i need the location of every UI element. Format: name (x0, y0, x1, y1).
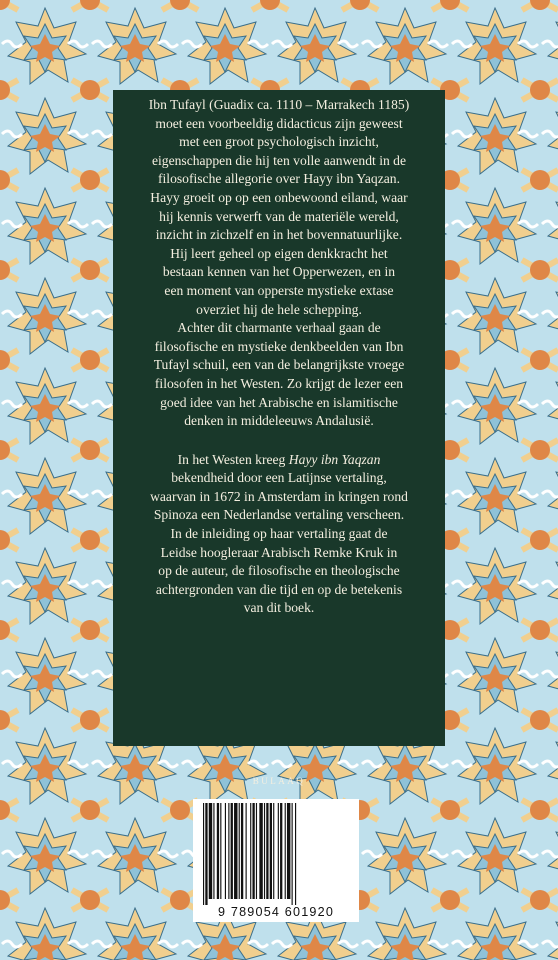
publisher-name: BULAAQ (252, 776, 306, 786)
paragraph-gap (121, 431, 437, 451)
barcode-bar (231, 803, 233, 899)
blurb-line: Tufayl schuil, een van de belangrijkste vroege (153, 357, 405, 373)
barcode-bar (246, 803, 247, 899)
blurb-line: filosofische allegorie over Hayy ibn Yaqzan. (158, 171, 400, 187)
barcode-bars (201, 803, 351, 905)
blurb-line: goed idee van het Arabische en islamitische (160, 394, 398, 410)
barcode-bar (266, 803, 268, 899)
barcode-bar (217, 803, 219, 899)
barcode-bar (287, 803, 290, 899)
blurb-line: inzicht in zichzelf en in het bovennatuurlijke. (155, 227, 403, 243)
blurb-line-text: In het Westen kreeg (177, 451, 289, 467)
blurb-line: filosofen in het Westen. Zo krijgt de lezer een (154, 375, 404, 391)
blurb-line: Spinoza een Nederlandse vertaling verscheen. (153, 507, 405, 523)
blurb-line: Leidse hoogleraar Arabisch Remke Kruk in (160, 544, 398, 560)
blurb-line: moet een voorbeeldig didacticus zijn geweest (155, 115, 403, 131)
barcode-bar (220, 803, 221, 899)
blurb-line: Achter dit charmante verhaal gaan de (177, 320, 381, 336)
barcode-bar (278, 803, 279, 899)
blurb-line: eigenschappen die hij ten volle aanwendt in de (151, 152, 407, 168)
blurb-line: bestaan kennen van het Opperwezen, en in (162, 264, 396, 280)
barcode-bar (256, 803, 257, 899)
barcode-bar (213, 803, 214, 899)
blurb-line (121, 451, 437, 470)
blurb-line: achtergronden van die tijd en op de betekenis (155, 581, 403, 597)
blurb-line: een moment van opperste mystieke extase (164, 282, 394, 298)
barcode-bar (239, 803, 240, 899)
blurb-line: op de auteur, de filosofische en theologische (158, 563, 400, 579)
blurb-panel (113, 90, 445, 786)
barcode-bar (209, 803, 212, 899)
barcode-bar (241, 803, 243, 899)
barcode-bar (205, 803, 207, 905)
barcode-bar (203, 803, 204, 905)
blurb-line: overziet hij de hele schepping. (196, 301, 362, 317)
blurb-line: In de inleiding op haar vertaling gaat de (170, 526, 388, 542)
blurb-line: filosofische en mystieke denkbeelden van Ibn (154, 338, 404, 354)
barcode-bar (295, 803, 296, 905)
barcode-bar (292, 803, 293, 905)
blurb-line: bekendheid door een Latijnse vertaling, (171, 470, 387, 486)
barcode-bar (228, 803, 229, 899)
barcode-bar (285, 803, 286, 899)
barcode-bar (252, 803, 254, 899)
barcode-bar (280, 803, 282, 899)
blurb-line: hij kennis verwerft van de materiële wereld, (159, 208, 399, 224)
blurb-line: denken in middeleeuws Andalusië. (184, 413, 374, 429)
barcode-bar (234, 803, 237, 899)
barcode-bar (264, 803, 265, 899)
barcode-bar (273, 803, 274, 899)
blurb-line: Hayy groeit op op een onbewoond eiland, waar (150, 189, 408, 205)
barcode (193, 799, 359, 922)
blurb-line: van dit boek. (243, 600, 315, 616)
isbn-number: 9 789054 601920 (217, 905, 335, 919)
blurb-line: met een groot psychologisch inzicht, (179, 134, 379, 150)
blurb-line: Hij leert geheel op eigen denkkracht het (170, 245, 388, 261)
barcode-bar (225, 803, 226, 899)
blurb-line: Ibn Tufayl (Guadix ca. 1110 – Marrakech 1185) (148, 97, 410, 112)
barcode-bar (270, 803, 272, 899)
book-title: Hayy ibn Yaqzan (288, 451, 381, 467)
blurb-line: waarvan in 1672 in Amsterdam in kringen rond (150, 488, 408, 504)
blurb-text (121, 96, 437, 618)
barcode-bar (259, 803, 262, 899)
barcode-bar (250, 803, 251, 899)
